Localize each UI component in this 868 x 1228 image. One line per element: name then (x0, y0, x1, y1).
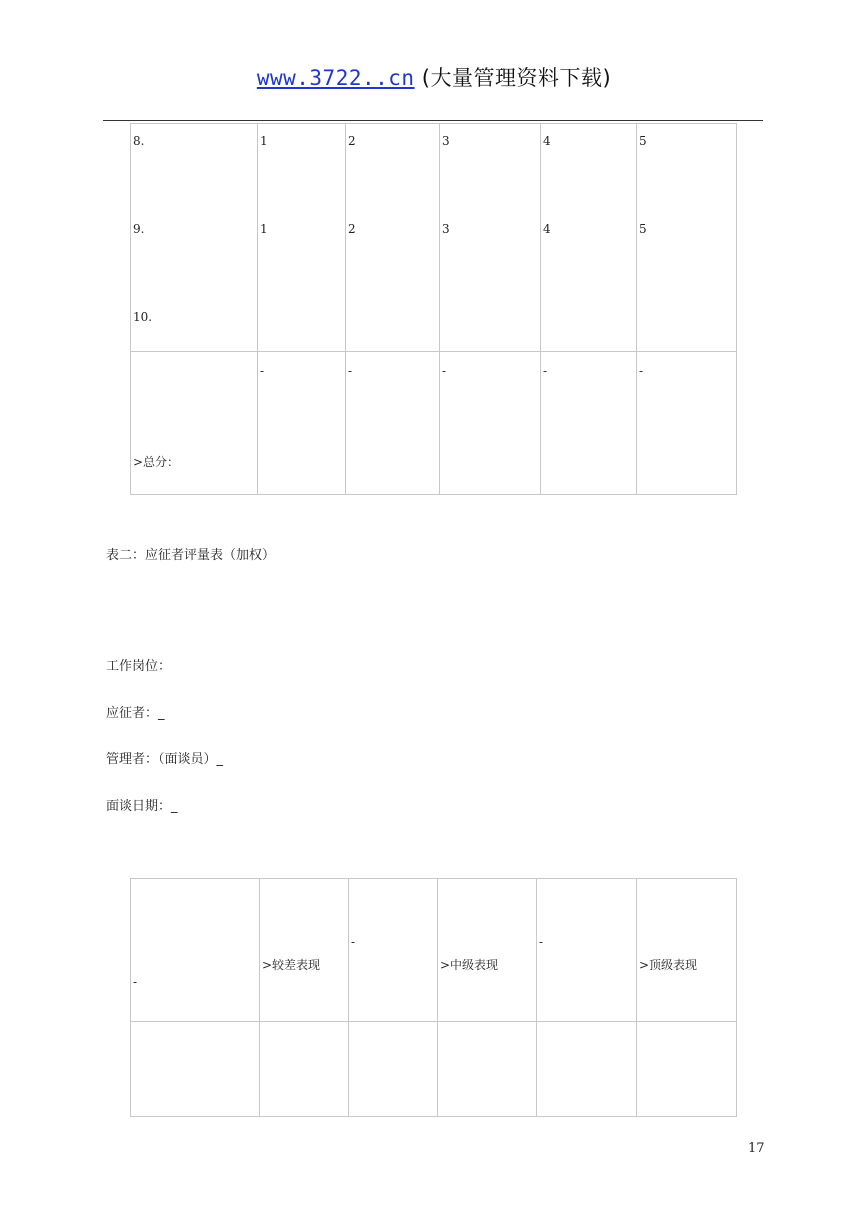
total-cell (258, 352, 346, 495)
total-value: - (348, 364, 353, 378)
table-row (131, 1022, 737, 1117)
header-cell (260, 879, 349, 1022)
score-table (130, 123, 737, 495)
score-value: 1 (260, 134, 268, 148)
header-divider (103, 120, 763, 121)
score-cell (440, 124, 541, 352)
score-cell (258, 124, 346, 352)
score-value: 3 (442, 134, 450, 148)
header-cell (349, 879, 438, 1022)
score-value: 3 (442, 222, 450, 236)
header-cell (131, 879, 260, 1022)
header-cell (637, 879, 737, 1022)
empty-cell (131, 1022, 260, 1117)
score-value: 1 (260, 222, 268, 236)
row-label-cell (131, 124, 258, 352)
header-label: >中级表现 (440, 958, 499, 972)
score-value: 2 (348, 134, 356, 148)
empty-cell (438, 1022, 537, 1117)
header-label: - (351, 935, 356, 949)
score-value: 5 (639, 134, 647, 148)
score-cell (637, 124, 737, 352)
total-row (131, 352, 737, 495)
score-value: 4 (543, 222, 551, 236)
header-cell (438, 879, 537, 1022)
section-title: 表二：应征者评量表（加权） (106, 548, 276, 563)
header-link[interactable]: www.3722..cn (256, 66, 415, 90)
score-cell (346, 124, 440, 352)
row-label: 10. (133, 310, 153, 324)
field-manager: 管理者：（面谈员）_ (106, 752, 224, 767)
header-cell (537, 879, 637, 1022)
table-row (131, 124, 737, 352)
score-value: 2 (348, 222, 356, 236)
total-cell (541, 352, 637, 495)
score-cell (541, 124, 637, 352)
table-header-row (131, 879, 737, 1022)
total-cell (440, 352, 541, 495)
total-label-cell (131, 352, 258, 495)
header-label: - (133, 975, 138, 989)
empty-cell (260, 1022, 349, 1117)
header-label: >顶级表现 (639, 958, 698, 972)
row-label: 8. (133, 134, 145, 148)
empty-cell (537, 1022, 637, 1117)
header-suffix: (大量管理资料下载) (421, 66, 612, 90)
weighted-evaluation-table (130, 878, 737, 1117)
empty-cell (637, 1022, 737, 1117)
score-value: 4 (543, 134, 551, 148)
page-header (0, 62, 868, 92)
field-interview-date: 面谈日期：_ (106, 799, 178, 814)
field-candidate: 应征者：_ (106, 706, 165, 721)
field-position: 工作岗位： (106, 659, 172, 674)
total-cell (346, 352, 440, 495)
empty-cell (349, 1022, 438, 1117)
row-label: 9. (133, 222, 145, 236)
header-label: >较差表现 (262, 958, 321, 972)
total-cell (637, 352, 737, 495)
page-number: 17 (748, 1141, 765, 1156)
total-value: - (260, 364, 265, 378)
score-value: 5 (639, 222, 647, 236)
header-label: - (539, 935, 544, 949)
total-value: - (442, 364, 447, 378)
total-value: - (639, 364, 644, 378)
total-value: - (543, 364, 548, 378)
total-label: >总分： (133, 455, 180, 469)
